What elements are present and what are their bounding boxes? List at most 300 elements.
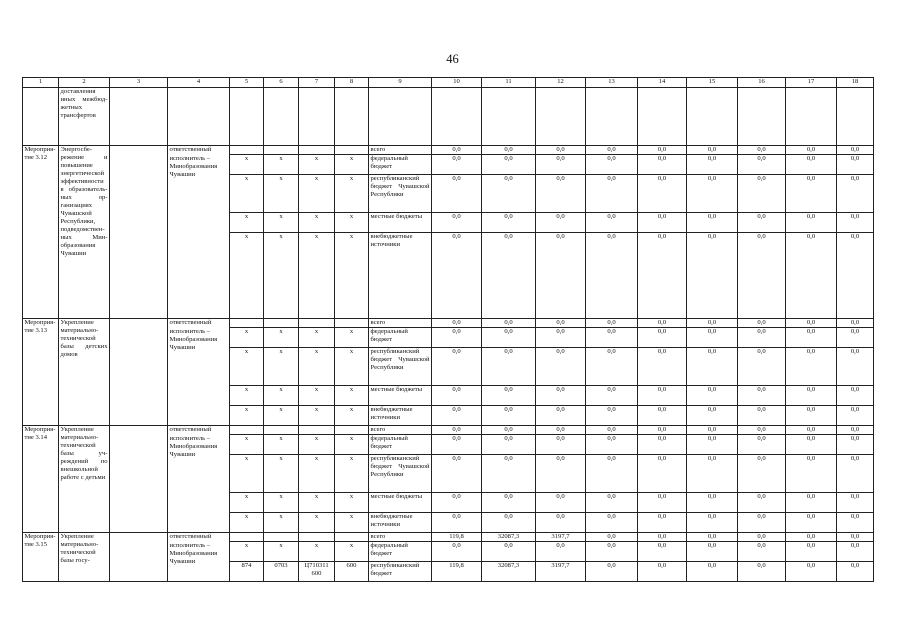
- responsible-executor: исполнитель – Минобразования Чувашии: [168, 155, 230, 319]
- amount-cell: 0,0: [687, 513, 738, 533]
- code-cell: x: [299, 233, 335, 319]
- responsible-title: ответственный: [168, 319, 230, 328]
- code-cell: x: [299, 493, 335, 513]
- amount-cell: 0,0: [586, 233, 638, 319]
- code-cell: x: [335, 328, 369, 348]
- responsible-executor: исполнитель – Минобразования Чувашии: [168, 435, 230, 533]
- amount-cell: 0,0: [687, 455, 738, 493]
- code-cell: x: [335, 435, 369, 455]
- amount-cell: 0,0: [586, 155, 638, 175]
- amount-cell: 0,0: [432, 513, 482, 533]
- empty-cell: [586, 88, 638, 146]
- amount-cell: 0,0: [586, 542, 638, 562]
- amount-cell: 0,0: [536, 319, 586, 328]
- amount-cell: 0,0: [687, 213, 738, 233]
- amount-cell: 0,0: [432, 233, 482, 319]
- amount-cell: 0,0: [586, 562, 638, 582]
- amount-cell: 0,0: [837, 562, 874, 582]
- amount-cell: 0,0: [786, 328, 837, 348]
- amount-cell: 0,0: [687, 542, 738, 562]
- code-cell: x: [299, 542, 335, 562]
- measure-row: [23, 426, 874, 435]
- empty-cell: [110, 319, 168, 426]
- code-cell: x: [299, 386, 335, 406]
- amount-cell: 0,0: [786, 348, 837, 386]
- amount-cell: 119,8: [432, 562, 482, 582]
- amount-cell: 0,0: [586, 146, 638, 155]
- funding-source: внебюджетные источники: [369, 406, 432, 426]
- empty-cell: [23, 88, 59, 146]
- code-cell: [230, 146, 264, 155]
- amount-cell: 0,0: [536, 155, 586, 175]
- responsible-title: ответственный: [168, 426, 230, 435]
- amount-cell: 0,0: [638, 146, 687, 155]
- amount-cell: 0,0: [738, 435, 786, 455]
- code-cell: x: [264, 213, 299, 233]
- empty-cell: [687, 88, 738, 146]
- amount-cell: 0,0: [432, 348, 482, 386]
- funding-source: всего: [369, 319, 432, 328]
- amount-cell: 0,0: [482, 175, 536, 213]
- amount-cell: 0,0: [687, 328, 738, 348]
- code-cell: x: [264, 513, 299, 533]
- measure-name: Укрепление материально-технической базы детских домов: [59, 319, 110, 426]
- measure-label: Мероприятие 3.12: [23, 146, 59, 319]
- empty-cell: [110, 146, 168, 319]
- column-header: 13: [586, 78, 638, 88]
- amount-cell: 0,0: [586, 328, 638, 348]
- empty-cell: [168, 88, 230, 146]
- amount-cell: 0,0: [638, 406, 687, 426]
- column-header: 12: [536, 78, 586, 88]
- code-cell: x: [230, 455, 264, 493]
- code-cell: x: [264, 435, 299, 455]
- amount-cell: 0,0: [687, 233, 738, 319]
- funding-source: республиканский бюджет Чувашской Республики: [369, 348, 432, 386]
- amount-cell: 0,0: [482, 319, 536, 328]
- empty-cell: [837, 88, 874, 146]
- measure-name: Энергосбережение и повышение энергетической эффективности в образовательных организациях Чувашской Республики, подведомственных Минобразования Чувашии: [59, 146, 110, 319]
- code-cell: x: [299, 406, 335, 426]
- amount-cell: 0,0: [432, 155, 482, 175]
- amount-cell: 0,0: [786, 435, 837, 455]
- column-header: 10: [432, 78, 482, 88]
- amount-cell: 0,0: [837, 493, 874, 513]
- amount-cell: 0,0: [432, 455, 482, 493]
- amount-cell: 0,0: [738, 513, 786, 533]
- code-cell: x: [264, 175, 299, 213]
- amount-cell: 0,0: [482, 426, 536, 435]
- amount-cell: 0,0: [482, 155, 536, 175]
- code-cell: x: [230, 542, 264, 562]
- amount-cell: 0,0: [837, 542, 874, 562]
- amount-cell: 0,0: [432, 542, 482, 562]
- empty-cell: [369, 88, 432, 146]
- amount-cell: 0,0: [786, 455, 837, 493]
- funding-source: внебюджетные источники: [369, 513, 432, 533]
- amount-cell: 0,0: [837, 155, 874, 175]
- column-header: 1: [23, 78, 59, 88]
- code-cell: x: [230, 328, 264, 348]
- amount-cell: 0,0: [638, 455, 687, 493]
- amount-cell: 0,0: [536, 542, 586, 562]
- amount-cell: 0,0: [738, 455, 786, 493]
- amount-cell: 0,0: [432, 328, 482, 348]
- funding-source: федеральный бюджет: [369, 542, 432, 562]
- column-header: 11: [482, 78, 536, 88]
- code-cell: x: [299, 328, 335, 348]
- amount-cell: 0,0: [837, 513, 874, 533]
- amount-cell: 0,0: [536, 348, 586, 386]
- code-cell: x: [264, 386, 299, 406]
- amount-cell: 0,0: [837, 455, 874, 493]
- amount-cell: 0,0: [482, 513, 536, 533]
- amount-cell: 0,0: [837, 175, 874, 213]
- code-cell: x: [230, 386, 264, 406]
- amount-cell: 0,0: [687, 319, 738, 328]
- amount-cell: 0,0: [837, 406, 874, 426]
- code-cell: 874: [230, 562, 264, 582]
- empty-cell: [335, 88, 369, 146]
- amount-cell: 0,0: [432, 406, 482, 426]
- amount-cell: 0,0: [586, 386, 638, 406]
- column-header: 8: [335, 78, 369, 88]
- amount-cell: 0,0: [432, 386, 482, 406]
- empty-cell: [482, 88, 536, 146]
- code-cell: x: [264, 348, 299, 386]
- amount-cell: 0,0: [536, 233, 586, 319]
- code-cell: Ц710311 600: [299, 562, 335, 582]
- amount-cell: 0,0: [837, 435, 874, 455]
- responsible-title: ответственный: [168, 146, 230, 155]
- amount-cell: 0,0: [482, 146, 536, 155]
- amount-cell: 0,0: [586, 533, 638, 542]
- amount-cell: 0,0: [638, 319, 687, 328]
- amount-cell: 0,0: [786, 493, 837, 513]
- amount-cell: 0,0: [638, 348, 687, 386]
- measure-name: Укрепление материально-технической базы учреждений по внешкольной работе с детьми: [59, 426, 110, 533]
- amount-cell: 0,0: [738, 493, 786, 513]
- amount-cell: 0,0: [586, 513, 638, 533]
- measure-row: [23, 533, 874, 542]
- amount-cell: 0,0: [786, 175, 837, 213]
- amount-cell: 0,0: [786, 386, 837, 406]
- code-cell: [299, 533, 335, 542]
- amount-cell: 0,0: [837, 533, 874, 542]
- amount-cell: 0,0: [738, 348, 786, 386]
- measure-row: [23, 146, 874, 155]
- amount-cell: 0,0: [638, 155, 687, 175]
- amount-cell: 0,0: [638, 513, 687, 533]
- column-header: 5: [230, 78, 264, 88]
- funding-table: [22, 77, 874, 582]
- column-header: 3: [110, 78, 168, 88]
- amount-cell: 0,0: [837, 348, 874, 386]
- amount-cell: 0,0: [738, 146, 786, 155]
- amount-cell: 0,0: [586, 493, 638, 513]
- empty-cell: [786, 88, 837, 146]
- amount-cell: 0,0: [482, 328, 536, 348]
- column-header: 2: [59, 78, 110, 88]
- amount-cell: 0,0: [837, 213, 874, 233]
- continued-measure-name: доставления иных межбюджетных трансфертов: [59, 88, 110, 146]
- amount-cell: 0,0: [536, 328, 586, 348]
- code-cell: [230, 426, 264, 435]
- continuation-row: [23, 88, 874, 146]
- amount-cell: 0,0: [738, 319, 786, 328]
- amount-cell: 0,0: [738, 213, 786, 233]
- measure-row: [23, 319, 874, 328]
- amount-cell: 0,0: [536, 406, 586, 426]
- amount-cell: 0,0: [837, 426, 874, 435]
- amount-cell: 0,0: [482, 455, 536, 493]
- empty-cell: [110, 88, 168, 146]
- code-cell: x: [264, 406, 299, 426]
- code-cell: x: [264, 493, 299, 513]
- code-cell: [335, 426, 369, 435]
- code-cell: [299, 426, 335, 435]
- amount-cell: 0,0: [738, 406, 786, 426]
- amount-cell: 0,0: [586, 213, 638, 233]
- amount-cell: 3197,7: [536, 562, 586, 582]
- empty-cell: [110, 533, 168, 582]
- amount-cell: 0,0: [638, 562, 687, 582]
- amount-cell: 0,0: [687, 386, 738, 406]
- amount-cell: 0,0: [482, 213, 536, 233]
- header-row: [23, 78, 874, 88]
- amount-cell: 0,0: [738, 233, 786, 319]
- code-cell: 600: [335, 562, 369, 582]
- funding-source: республиканский бюджет Чувашской Республики: [369, 175, 432, 213]
- funding-source: местные бюджеты: [369, 213, 432, 233]
- code-cell: x: [335, 542, 369, 562]
- empty-cell: [299, 88, 335, 146]
- code-cell: [230, 533, 264, 542]
- amount-cell: 0,0: [837, 319, 874, 328]
- code-cell: [264, 319, 299, 328]
- amount-cell: 119,8: [432, 533, 482, 542]
- code-cell: x: [335, 493, 369, 513]
- funding-source: федеральный бюджет: [369, 435, 432, 455]
- funding-source: республиканский бюджет Чувашской Республики: [369, 455, 432, 493]
- amount-cell: 0,0: [687, 562, 738, 582]
- code-cell: x: [299, 175, 335, 213]
- page-number: 46: [446, 52, 459, 66]
- code-cell: x: [230, 175, 264, 213]
- amount-cell: 0,0: [432, 319, 482, 328]
- code-cell: x: [335, 348, 369, 386]
- amount-cell: 32087,3: [482, 533, 536, 542]
- amount-cell: 0,0: [837, 386, 874, 406]
- amount-cell: 0,0: [638, 233, 687, 319]
- code-cell: x: [335, 455, 369, 493]
- amount-cell: 0,0: [536, 146, 586, 155]
- empty-cell: [536, 88, 586, 146]
- code-cell: x: [264, 233, 299, 319]
- amount-cell: 0,0: [738, 328, 786, 348]
- amount-cell: 0,0: [586, 406, 638, 426]
- amount-cell: 0,0: [482, 435, 536, 455]
- amount-cell: 0,0: [432, 175, 482, 213]
- amount-cell: 0,0: [482, 386, 536, 406]
- measure-name: Укрепление материально-технической базы госу-: [59, 533, 110, 582]
- amount-cell: 0,0: [786, 146, 837, 155]
- code-cell: [335, 146, 369, 155]
- column-header: 6: [264, 78, 299, 88]
- amount-cell: 0,0: [432, 426, 482, 435]
- amount-cell: 0,0: [738, 386, 786, 406]
- amount-cell: 3197,7: [536, 533, 586, 542]
- amount-cell: 0,0: [687, 406, 738, 426]
- funding-source: всего: [369, 426, 432, 435]
- amount-cell: 0,0: [786, 233, 837, 319]
- amount-cell: 0,0: [638, 542, 687, 562]
- funding-source: местные бюджеты: [369, 493, 432, 513]
- code-cell: x: [299, 435, 335, 455]
- code-cell: x: [299, 155, 335, 175]
- amount-cell: 32087,3: [482, 562, 536, 582]
- funding-source: всего: [369, 146, 432, 155]
- empty-cell: [264, 88, 299, 146]
- empty-cell: [230, 88, 264, 146]
- code-cell: x: [230, 406, 264, 426]
- amount-cell: 0,0: [536, 513, 586, 533]
- code-cell: x: [299, 455, 335, 493]
- code-cell: x: [335, 175, 369, 213]
- measure-label: Мероприятие 3.15: [23, 533, 59, 582]
- amount-cell: 0,0: [786, 213, 837, 233]
- code-cell: x: [230, 493, 264, 513]
- column-header: 17: [786, 78, 837, 88]
- amount-cell: 0,0: [536, 426, 586, 435]
- amount-cell: 0,0: [586, 175, 638, 213]
- amount-cell: 0,0: [786, 426, 837, 435]
- column-header: 15: [687, 78, 738, 88]
- amount-cell: 0,0: [786, 513, 837, 533]
- responsible-executor: исполнитель – Минобразования Чувашии: [168, 542, 230, 582]
- amount-cell: 0,0: [738, 426, 786, 435]
- empty-cell: [432, 88, 482, 146]
- amount-cell: 0,0: [786, 542, 837, 562]
- column-header: 18: [837, 78, 874, 88]
- column-header: 14: [638, 78, 687, 88]
- amount-cell: 0,0: [786, 406, 837, 426]
- amount-cell: 0,0: [586, 426, 638, 435]
- amount-cell: 0,0: [738, 562, 786, 582]
- amount-cell: 0,0: [536, 386, 586, 406]
- empty-cell: [638, 88, 687, 146]
- amount-cell: 0,0: [687, 175, 738, 213]
- amount-cell: 0,0: [586, 319, 638, 328]
- amount-cell: 0,0: [687, 155, 738, 175]
- code-cell: x: [335, 386, 369, 406]
- amount-cell: 0,0: [638, 435, 687, 455]
- amount-cell: 0,0: [638, 328, 687, 348]
- amount-cell: 0,0: [687, 533, 738, 542]
- code-cell: x: [264, 155, 299, 175]
- amount-cell: 0,0: [837, 233, 874, 319]
- column-header: 9: [369, 78, 432, 88]
- amount-cell: 0,0: [536, 455, 586, 493]
- code-cell: x: [230, 435, 264, 455]
- amount-cell: 0,0: [482, 542, 536, 562]
- code-cell: x: [264, 455, 299, 493]
- amount-cell: 0,0: [432, 146, 482, 155]
- code-cell: x: [299, 213, 335, 233]
- amount-cell: 0,0: [687, 493, 738, 513]
- amount-cell: 0,0: [738, 175, 786, 213]
- amount-cell: 0,0: [586, 435, 638, 455]
- column-header: 4: [168, 78, 230, 88]
- amount-cell: 0,0: [482, 348, 536, 386]
- amount-cell: 0,0: [786, 533, 837, 542]
- amount-cell: 0,0: [837, 328, 874, 348]
- amount-cell: 0,0: [638, 426, 687, 435]
- code-cell: [230, 319, 264, 328]
- amount-cell: 0,0: [536, 213, 586, 233]
- code-cell: x: [264, 542, 299, 562]
- code-cell: [335, 533, 369, 542]
- code-cell: x: [335, 406, 369, 426]
- code-cell: x: [230, 348, 264, 386]
- amount-cell: 0,0: [638, 213, 687, 233]
- code-cell: [264, 533, 299, 542]
- amount-cell: 0,0: [638, 175, 687, 213]
- amount-cell: 0,0: [638, 386, 687, 406]
- amount-cell: 0,0: [482, 406, 536, 426]
- code-cell: x: [335, 213, 369, 233]
- empty-cell: [110, 426, 168, 533]
- amount-cell: 0,0: [738, 155, 786, 175]
- code-cell: x: [299, 348, 335, 386]
- amount-cell: 0,0: [482, 493, 536, 513]
- amount-cell: 0,0: [687, 348, 738, 386]
- code-cell: x: [230, 233, 264, 319]
- code-cell: x: [335, 155, 369, 175]
- code-cell: x: [230, 513, 264, 533]
- funding-source: внебюджетные источники: [369, 233, 432, 319]
- funding-source: федеральный бюджет: [369, 328, 432, 348]
- code-cell: x: [230, 155, 264, 175]
- code-cell: [335, 319, 369, 328]
- empty-cell: [738, 88, 786, 146]
- measure-label: Мероприятие 3.14: [23, 426, 59, 533]
- responsible-executor: исполнитель – Минобразования Чувашии: [168, 328, 230, 426]
- amount-cell: 0,0: [786, 562, 837, 582]
- amount-cell: 0,0: [687, 435, 738, 455]
- funding-source: федеральный бюджет: [369, 155, 432, 175]
- code-cell: [264, 426, 299, 435]
- code-cell: x: [299, 513, 335, 533]
- code-cell: [264, 146, 299, 155]
- responsible-title: ответственный: [168, 533, 230, 542]
- amount-cell: 0,0: [536, 493, 586, 513]
- amount-cell: 0,0: [638, 493, 687, 513]
- code-cell: x: [335, 513, 369, 533]
- column-header: 16: [738, 78, 786, 88]
- amount-cell: 0,0: [432, 493, 482, 513]
- amount-cell: 0,0: [586, 348, 638, 386]
- amount-cell: 0,0: [738, 533, 786, 542]
- amount-cell: 0,0: [786, 155, 837, 175]
- amount-cell: 0,0: [837, 146, 874, 155]
- measure-label: Мероприятие 3.13: [23, 319, 59, 426]
- amount-cell: 0,0: [536, 175, 586, 213]
- code-cell: x: [230, 213, 264, 233]
- column-header: 7: [299, 78, 335, 88]
- code-cell: [299, 319, 335, 328]
- amount-cell: 0,0: [687, 426, 738, 435]
